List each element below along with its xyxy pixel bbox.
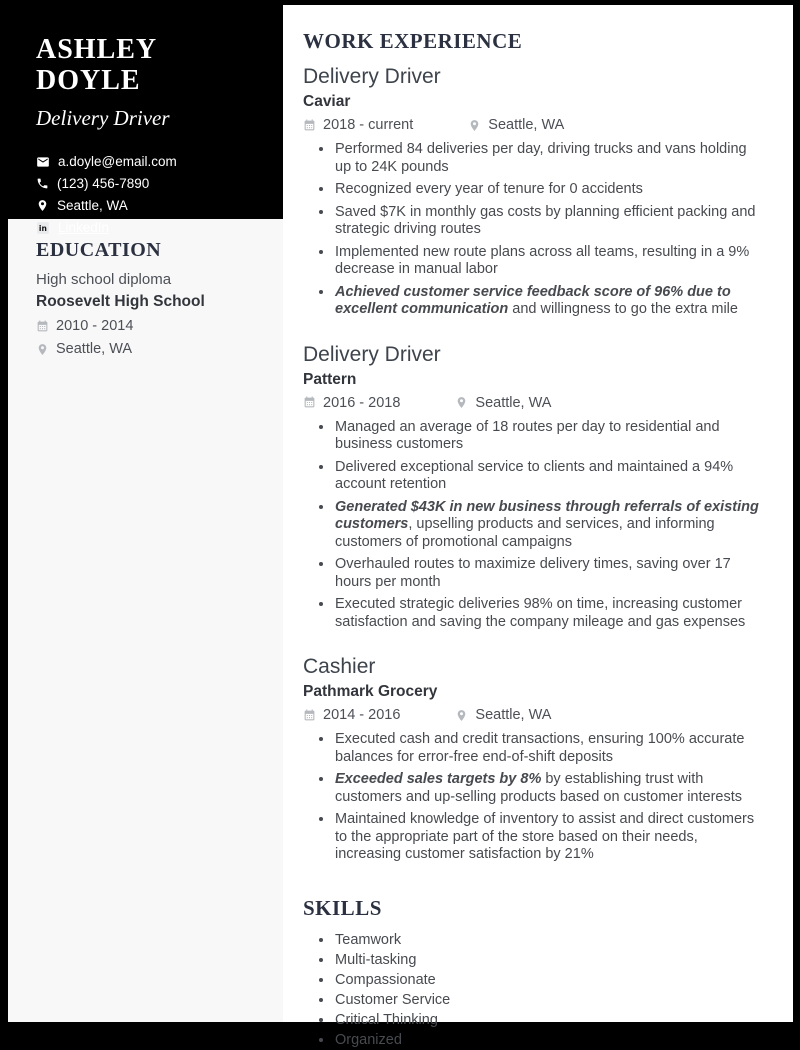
job-location-text: Seattle, WA <box>475 394 552 411</box>
calendar-icon <box>303 709 316 722</box>
envelope-icon <box>36 155 50 169</box>
contact-location <box>36 195 259 217</box>
svg-text:in: in <box>38 223 47 233</box>
bullet-text: , upselling products and services, and informing customers of promotional campaigns <box>335 516 715 550</box>
education-dates-text: 2010 - 2014 <box>56 318 134 334</box>
job-dates <box>303 707 400 723</box>
job-dates <box>303 117 413 133</box>
email-text: a.doyle@email.com <box>58 154 177 170</box>
education-heading: EDUCATION <box>36 239 162 261</box>
bullet-text: Saved $7K in monthly gas costs by planning efficient packing and strategic driving routes <box>335 203 756 238</box>
phone-text: (123) 456-7890 <box>57 176 150 192</box>
job-title: Cashier <box>303 655 376 679</box>
bullet-emphasis-text: Achieved customer service feedback score of 96% due to excellent communication <box>335 283 731 318</box>
bullet-text: Implemented new route plans across all teams, resulting in a 9% decrease in manual labor <box>335 243 750 278</box>
job-meta <box>303 395 765 411</box>
bullet-text: Maintained knowledge of inventory to assist and direct customers to the appropriate part of the store based on their needs, increasing customer satisfaction by 21% <box>335 811 755 863</box>
job-location <box>468 117 564 133</box>
job-meta <box>303 707 765 723</box>
bullet-text: Performed 84 deliveries per day, driving trucks and vans holding up to 24K pounds <box>335 141 747 175</box>
bullet-item <box>334 140 765 176</box>
work-experience-heading: WORK EXPERIENCE <box>303 29 523 53</box>
job-title: Delivery Driver <box>303 342 441 366</box>
linkedin-icon <box>36 221 50 235</box>
skill-item: • Customer Service <box>334 990 765 1010</box>
bullet-item <box>334 203 765 239</box>
resume-sidebar <box>8 5 283 1022</box>
skills-section <box>303 896 765 1050</box>
job-bullet-list <box>303 730 765 864</box>
bullet-emphasis-text: Exceeded sales targets by 8% <box>335 771 542 788</box>
bullet-item <box>334 770 765 806</box>
calendar-icon <box>36 320 49 333</box>
job-dates-text: 2016 - 2018 <box>323 394 401 411</box>
bullet-item <box>334 810 765 864</box>
location-pin-icon <box>36 343 49 356</box>
education-section <box>8 219 283 357</box>
skill-item: • Critical Thinking <box>334 1010 765 1030</box>
bullet-text: Delivered exceptional service to clients and maintained a 94% account retention <box>335 458 734 493</box>
location-pin-icon <box>455 396 468 409</box>
education-degree: High school diploma <box>36 271 172 288</box>
bullet-item <box>334 730 765 766</box>
phone-icon <box>36 177 49 190</box>
bullet-text: Overhauled routes to maximize delivery times, saving over 17 hours per month <box>335 556 731 590</box>
job-meta <box>303 117 765 133</box>
job-entry <box>303 65 765 319</box>
education-location <box>36 341 263 357</box>
bullet-text: and willingness to go the extra mile <box>508 301 738 318</box>
bullet-item <box>334 418 765 454</box>
bullet-item <box>334 595 765 631</box>
skill-item: • Compassionate <box>334 970 765 990</box>
bullet-text: Managed an average of 18 routes per day to residential and business customers <box>335 418 720 453</box>
education-location-text: Seattle, WA <box>56 341 133 357</box>
resume-main <box>283 5 793 1048</box>
location-pin-icon <box>36 199 49 212</box>
contact-phone <box>36 173 259 195</box>
skills-heading: SKILLS <box>303 895 382 920</box>
job-company: Pattern <box>303 370 357 388</box>
bullet-item <box>334 555 765 591</box>
bullet-item <box>334 498 765 552</box>
location-text: Seattle, WA <box>57 198 128 214</box>
linkedin-link[interactable]: LinkedIn <box>58 220 110 236</box>
candidate-name: ASHLEY DOYLE <box>36 34 157 96</box>
education-school: Roosevelt High School <box>36 293 205 310</box>
job-company: Pathmark Grocery <box>303 683 438 701</box>
candidate-title: Delivery Driver <box>36 105 170 130</box>
bullet-emphasis-text: Generated $43K in new business through referrals of existing customers <box>335 498 759 533</box>
job-location <box>455 395 551 411</box>
identity-header <box>8 5 283 236</box>
resume-page <box>8 5 793 1048</box>
bullet-text: by establishing trust with customers and up-selling products based on customer interests <box>335 771 743 805</box>
job-dates <box>303 395 400 411</box>
job-bullet-list <box>303 140 765 319</box>
job-dates-text: 2014 - 2016 <box>323 707 401 724</box>
location-pin-icon <box>468 119 481 132</box>
job-location <box>455 707 551 723</box>
job-title: Delivery Driver <box>303 65 441 88</box>
location-pin-icon <box>455 709 468 722</box>
bullet-text: Executed cash and credit transactions, ensuring 100% accurate balances for error-free end-of-shift deposits <box>335 731 745 765</box>
bullet-text: Executed strategic deliveries 98% on time, increasing customer satisfaction and saving the company mileage and gas expenses <box>335 596 746 630</box>
bullet-item <box>334 283 765 319</box>
skill-item: • Teamwork <box>334 930 765 950</box>
job-entry <box>303 655 765 864</box>
job-company: Caviar <box>303 93 351 111</box>
calendar-icon <box>303 119 316 132</box>
skill-item: • Organized <box>334 1030 765 1050</box>
contact-email <box>36 151 259 173</box>
bullet-text: Recognized every year of tenure for 0 accidents <box>335 181 643 198</box>
job-dates-text: 2018 - current <box>323 117 414 134</box>
job-entry <box>303 343 765 632</box>
job-location-text: Seattle, WA <box>475 707 552 724</box>
skill-item: • Multi-tasking <box>334 950 765 970</box>
calendar-icon <box>303 396 316 409</box>
job-bullet-list <box>303 418 765 632</box>
education-dates <box>36 318 263 334</box>
bullet-item <box>334 180 765 199</box>
bullet-item <box>334 458 765 494</box>
job-location-text: Seattle, WA <box>488 117 565 134</box>
bullet-item <box>334 243 765 279</box>
